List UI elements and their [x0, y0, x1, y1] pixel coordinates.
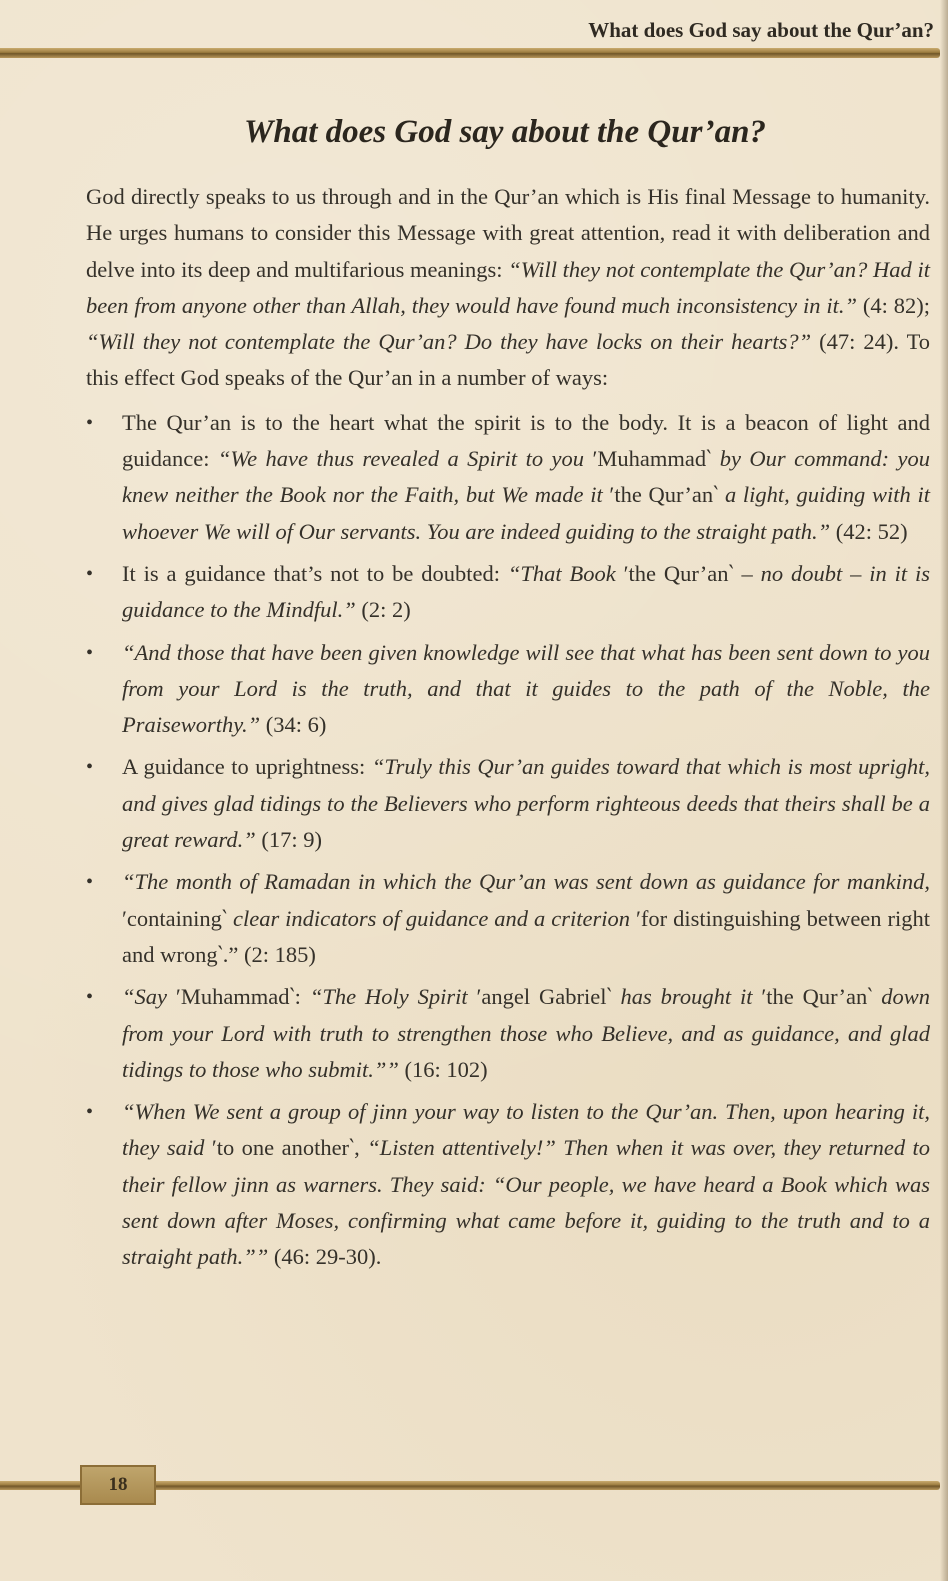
text-run: ′containing‵: [122, 905, 233, 931]
quoted-verse: has brought it: [620, 984, 753, 1010]
quoted-verse: – no doubt – in it is guidance to the Mindful.”: [122, 560, 930, 623]
text-run: (46: 29-30).: [268, 1244, 382, 1270]
text-run: (34: 6): [260, 712, 327, 738]
bullet-list: [86, 405, 930, 1276]
intro-paragraph: [86, 179, 930, 397]
quoted-verse: down from your Lord with truth to strengthen those who Believe, and as guidance, and glad tidings to those who submit.””: [122, 984, 930, 1082]
bullet-icon: •: [86, 562, 94, 585]
text-run: ′Muhammad‵:: [167, 984, 310, 1010]
quoted-verse: a light, guiding with it whoever We will of Our servants. You are indeed guiding to the straight path.”: [122, 482, 930, 544]
text-run: ′Muhammad‵: [584, 446, 720, 472]
text-run: ′the Qur’an‵: [602, 482, 725, 508]
bullet-item: [86, 556, 930, 629]
header-rule: [0, 48, 940, 58]
quoted-verse: “We have thus revealed a Spirit to you: [217, 446, 585, 472]
quoted-verse: by Our command: you knew neither the Book nor the Faith, but We made it: [122, 446, 930, 508]
quoted-verse: “That Book: [507, 560, 616, 586]
text-run: (17: 9): [255, 827, 323, 853]
text-run: God directly speaks to us through and in the Qur’an which is His final Message to humanity. He urges humans to consider this Message with great attention, read it with deliberation and delve into its deep and multifarious meanings:: [86, 184, 930, 282]
text-run: It is a guidance that’s not to be doubted:: [122, 560, 508, 586]
text-run: ′for distinguishing between right and wrong‵.” (2: 185): [122, 905, 930, 967]
quoted-verse: “Listen attentively!” Then when it was over, they returned to their fellow jinn as warners. They said: “Our people, we have heard a Book which was sent down after Moses, confirming what came before it, guiding to the truth and to a straight path.””: [122, 1135, 930, 1270]
bullet-icon: •: [86, 756, 94, 779]
text-run: ′to one another‵,: [204, 1135, 368, 1161]
quoted-verse: clear indicators of guidance and a criterion: [232, 905, 630, 931]
bullet-item: [86, 635, 930, 744]
bullet-icon: •: [86, 871, 94, 894]
text-run: A guidance to uprightness:: [122, 754, 372, 780]
page-number: 18: [108, 1474, 128, 1495]
quoted-verse: “When We sent a group of jinn your way to listen to the Qur’an. Then, upon hearing it, they said: [122, 1099, 930, 1161]
text-run: (47: 24). To this effect God speaks of the Qur’an in a number of ways:: [86, 329, 930, 391]
text-run: The Qur’an is to the heart what the spirit is to the body. It is a beacon of light and guidance:: [122, 409, 930, 472]
bullet-item: [86, 405, 930, 550]
quoted-verse: “The month of Ramadan in which the Qur’an was sent down as guidance for mankind,: [122, 869, 930, 895]
quoted-verse: “Truly this Qur’an guides toward that which is most upright, and gives glad tidings to the Believers who perform righteous deeds that theirs shall be a great reward.”: [122, 754, 930, 853]
running-header: What does God say about the Qur’an?: [588, 18, 934, 42]
bullet-item: [86, 1094, 930, 1275]
text-run: ′the Qur’an‵: [752, 984, 882, 1010]
spine-shadow: [940, 0, 948, 1581]
quoted-verse: “Will they not contemplate the Qur’an? Had it been from anyone other than Allah, they would have found much inconsistency in it.”: [86, 256, 930, 318]
text-run: (4: 82);: [857, 292, 931, 318]
bullet-item: [86, 864, 930, 973]
bullet-icon: •: [86, 641, 94, 664]
text-run: ′angel Gabriel‵: [467, 984, 621, 1010]
page-number-box: [80, 1465, 156, 1505]
bullet-icon: •: [86, 986, 94, 1009]
bullet-icon: •: [86, 411, 94, 434]
bullet-icon: •: [86, 1101, 94, 1124]
bullet-item: [86, 749, 930, 858]
bullet-item: [86, 979, 930, 1088]
chapter-title: What does God say about the Qur’an?: [244, 114, 766, 151]
text-run: (2: 2): [355, 597, 411, 623]
quoted-verse: “Say: [122, 984, 167, 1010]
text-run: (16: 102): [398, 1056, 488, 1082]
quoted-verse: “Will they not contemplate the Qur’an? Do they have locks on their hearts?”: [86, 329, 812, 355]
text-run: (42: 52): [830, 518, 908, 544]
main-text: [86, 179, 930, 1282]
quoted-verse: “And those that have been given knowledge will see that what has been sent down to you from your Lord is the truth, and that it guides to the path of the Noble, the Praiseworthy.”: [122, 639, 930, 738]
quoted-verse: “The Holy Spirit: [309, 984, 468, 1010]
text-run: ′the Qur’an‵: [615, 560, 742, 586]
